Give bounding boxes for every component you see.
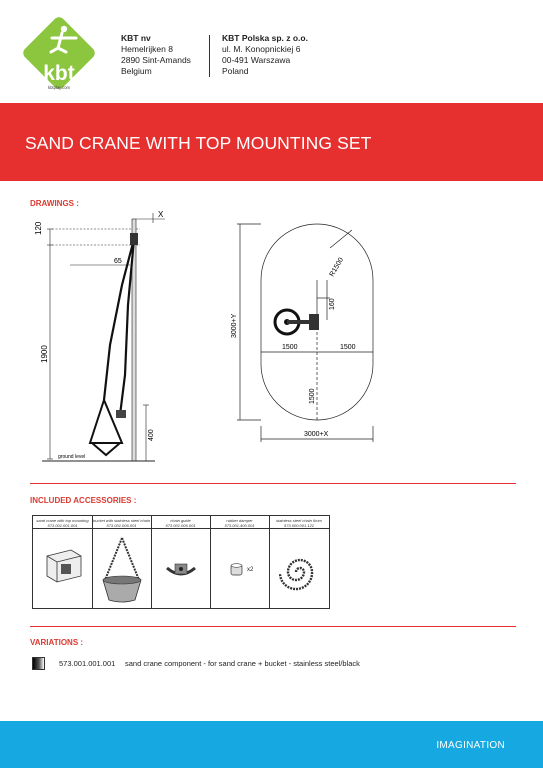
variation-code: 573.001.001.001 xyxy=(59,659,116,668)
table-header-divider xyxy=(33,528,329,529)
dim-label: 1500 xyxy=(282,344,298,351)
address-line: Poland xyxy=(222,66,249,76)
logo-url: kbtplay.com xyxy=(47,85,71,90)
accessories-label: INCLUDED ACCESSORIES : xyxy=(30,496,137,505)
dim-label: 65 xyxy=(114,258,122,265)
accessory-caption: chain guide 573.001.006.001 xyxy=(165,518,196,528)
dim-label: 3000+Y xyxy=(231,313,238,338)
dim-label: R1500 xyxy=(328,256,346,278)
address-belgium xyxy=(121,33,191,77)
page-title: SAND CRANE WITH TOP MOUNTING SET xyxy=(25,133,372,153)
address-poland xyxy=(222,33,308,77)
accessory-caption: bucket with stainless steel chain 573.001.006.001 xyxy=(93,518,150,528)
company-name: KBT Polska sp. z o.o. xyxy=(222,33,308,43)
chain-coil-icon xyxy=(279,552,321,592)
chain-guide-icon xyxy=(165,560,197,584)
address-line: Hemelrijken 8 xyxy=(121,44,173,54)
address-line: 2890 Sint-Amands xyxy=(121,55,191,65)
dim-label: X xyxy=(158,210,164,219)
address-line: 00-491 Warszawa xyxy=(222,55,291,65)
accessory-caption: sand crane with top mounting 573.001.001.001 xyxy=(36,518,89,528)
divider xyxy=(30,483,516,484)
address-line: Belgium xyxy=(121,66,152,76)
address-line: ul. M. Konopnickiej 6 xyxy=(222,44,301,54)
accessory-caption: stainless steel chain 6mm 573.000.001.121 xyxy=(276,518,322,528)
address-divider xyxy=(209,35,210,77)
dim-label: 1500 xyxy=(309,388,316,404)
accessory-caption: rubber damper 573.001.400.001 xyxy=(224,518,255,528)
dim-label: 1900 xyxy=(40,345,49,363)
top-view-drawing xyxy=(230,212,390,452)
dim-label: 1500 xyxy=(340,344,356,351)
divider xyxy=(30,626,516,627)
mounting-set-icon xyxy=(41,546,85,586)
bucket-icon xyxy=(97,534,147,606)
dim-label: 3000+X xyxy=(304,431,329,438)
dim-label: 160 xyxy=(329,298,336,310)
rubber-damper-icon xyxy=(229,562,245,578)
ground-level-label: ground level xyxy=(58,454,86,460)
dim-label: 400 xyxy=(148,429,155,441)
damper-quantity: x2 xyxy=(247,567,254,573)
accessories-table xyxy=(32,515,330,609)
side-view-drawing xyxy=(30,205,180,470)
footer-text: IMAGINATION xyxy=(436,740,505,751)
logo-wordmark: kbt xyxy=(43,62,75,85)
variation-description: sand crane component - for sand crane + bucket - stainless steel/black xyxy=(125,659,360,668)
kbt-logo xyxy=(18,12,100,94)
variation-swatch xyxy=(32,657,45,670)
company-name: KBT nv xyxy=(121,33,151,43)
dim-label: 120 xyxy=(34,221,43,235)
drawings-label: DRAWINGS : xyxy=(30,199,79,208)
variations-label: VARIATIONS : xyxy=(30,638,84,647)
